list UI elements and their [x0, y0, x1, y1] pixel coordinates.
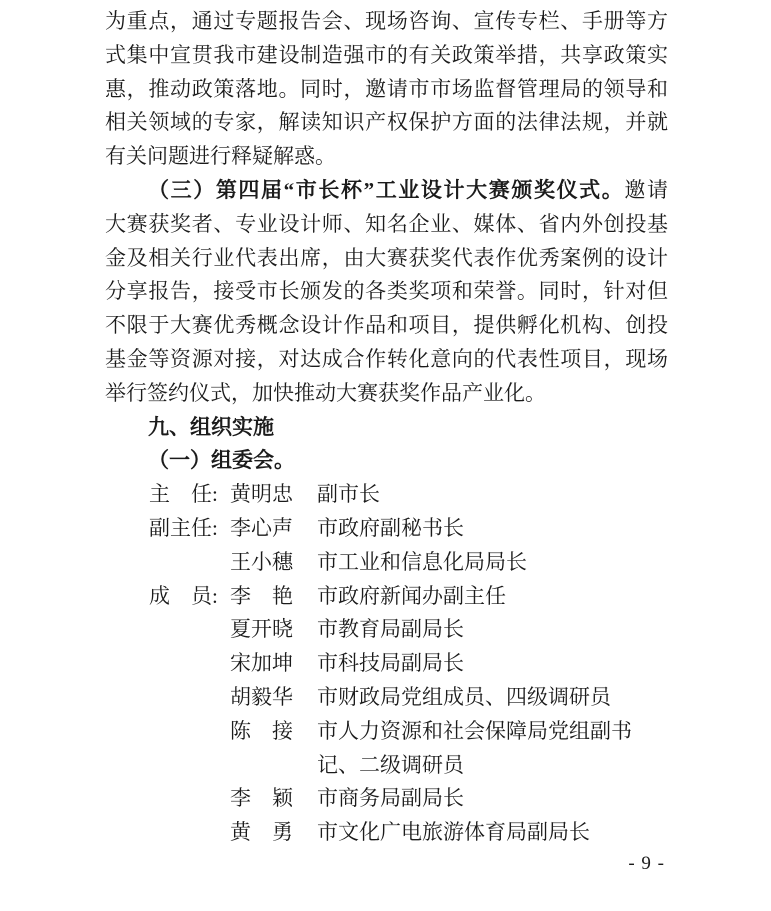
member-title: 市文化广电旅游体育局副局长 [317, 820, 590, 845]
member-title: 市科技局副局长 [317, 651, 464, 676]
text-line: 不限于大赛优秀概念设计作品和项目，提供孵化机构、创投 [105, 313, 668, 338]
member-name: 黄 勇 [230, 820, 293, 845]
member-name: 王小穗 [230, 549, 293, 574]
member-name: 李心声 [230, 515, 293, 540]
text-line: 有关问题进行释疑解惑。 [105, 144, 336, 169]
role-label: 副主任: [149, 515, 218, 540]
column-gap [296, 681, 317, 715]
column-gap [296, 816, 317, 850]
roster-row [105, 782, 668, 816]
role-label [149, 613, 230, 647]
role-label [149, 782, 230, 816]
lead-rest-text: 邀请 [624, 177, 668, 202]
member-name: 李 颖 [230, 786, 293, 811]
roster-row [105, 681, 668, 715]
column-gap [296, 478, 317, 512]
column-gap [296, 512, 317, 546]
text-line: 举行签约仪式，加快推动大赛获奖作品产业化。 [105, 380, 546, 405]
role-label: 主 任: [149, 482, 218, 507]
member-title: 市商务局副局长 [317, 786, 464, 811]
role-label [149, 546, 230, 580]
member-title: 市教育局副局长 [317, 617, 464, 642]
roster-row [105, 580, 668, 614]
member-title: 副市长 [317, 482, 380, 507]
column-gap [296, 715, 317, 749]
member-title: 市人力资源和社会保障局党组副书 [317, 718, 632, 743]
member-name: 黄明忠 [230, 482, 293, 507]
role-label [149, 816, 230, 850]
text-line: 惠，推动政策落地。同时，邀请市市场监督管理局的领导和 [105, 76, 668, 101]
roster-row [105, 546, 668, 580]
roster-row [105, 512, 668, 546]
member-name: 陈 接 [230, 718, 293, 743]
roster-row [105, 613, 668, 647]
text-line: 式集中宣贯我市建设制造强市的有关政策举措，共享政策实 [105, 42, 668, 67]
roster-row [105, 816, 668, 850]
page-number: - 9 - [628, 853, 665, 874]
text-line-paragraph-start [105, 174, 668, 208]
role-label [149, 647, 230, 681]
role-label [149, 681, 230, 715]
member-name: 宋加坤 [230, 651, 293, 676]
member-title: 市财政局党组成员、四级调研员 [317, 684, 611, 709]
subsection-heading: （一）组委会。 [148, 448, 295, 473]
member-name: 李 艳 [230, 583, 293, 608]
bold-lead-text: （三）第四届“市长杯”工业设计大赛颁奖仪式。 [148, 177, 625, 202]
member-title: 市政府新闻办副主任 [317, 583, 506, 608]
text-block [105, 5, 668, 850]
column-gap [296, 647, 317, 681]
role-label: 成 员: [149, 583, 218, 608]
role-label [149, 715, 230, 749]
column-gap [296, 580, 317, 614]
member-title: 市政府副秘书长 [317, 515, 464, 540]
roster-row [105, 715, 668, 749]
text-line: 基金等资源对接，对达成合作转化意向的代表性项目，现场 [105, 346, 668, 371]
member-name: 夏开晓 [230, 617, 293, 642]
member-name: 胡毅华 [230, 684, 293, 709]
text-line: 为重点，通过专题报告会、现场咨询、宣传专栏、手册等方 [105, 9, 668, 33]
roster-row [105, 478, 668, 512]
text-line: 相关领域的专家，解读知识产权保护方面的法律法规，并就 [105, 110, 668, 135]
roster-row [105, 647, 668, 681]
text-line: 金及相关行业代表出席，由大赛获奖代表作优秀案例的设计 [105, 245, 668, 270]
column-gap [296, 782, 317, 816]
text-line: 分享报告，接受市长颁发的各类奖项和荣誉。同时，针对但 [105, 279, 668, 304]
column-gap [296, 613, 317, 647]
section-heading: 九、组织实施 [148, 415, 274, 439]
member-title: 市工业和信息化局局长 [317, 549, 527, 574]
member-title-continuation: 记、二级调研员 [317, 752, 464, 777]
column-gap [296, 546, 317, 580]
text-line: 大赛获奖者、专业设计师、知名企业、媒体、省内外创投基 [105, 211, 668, 236]
